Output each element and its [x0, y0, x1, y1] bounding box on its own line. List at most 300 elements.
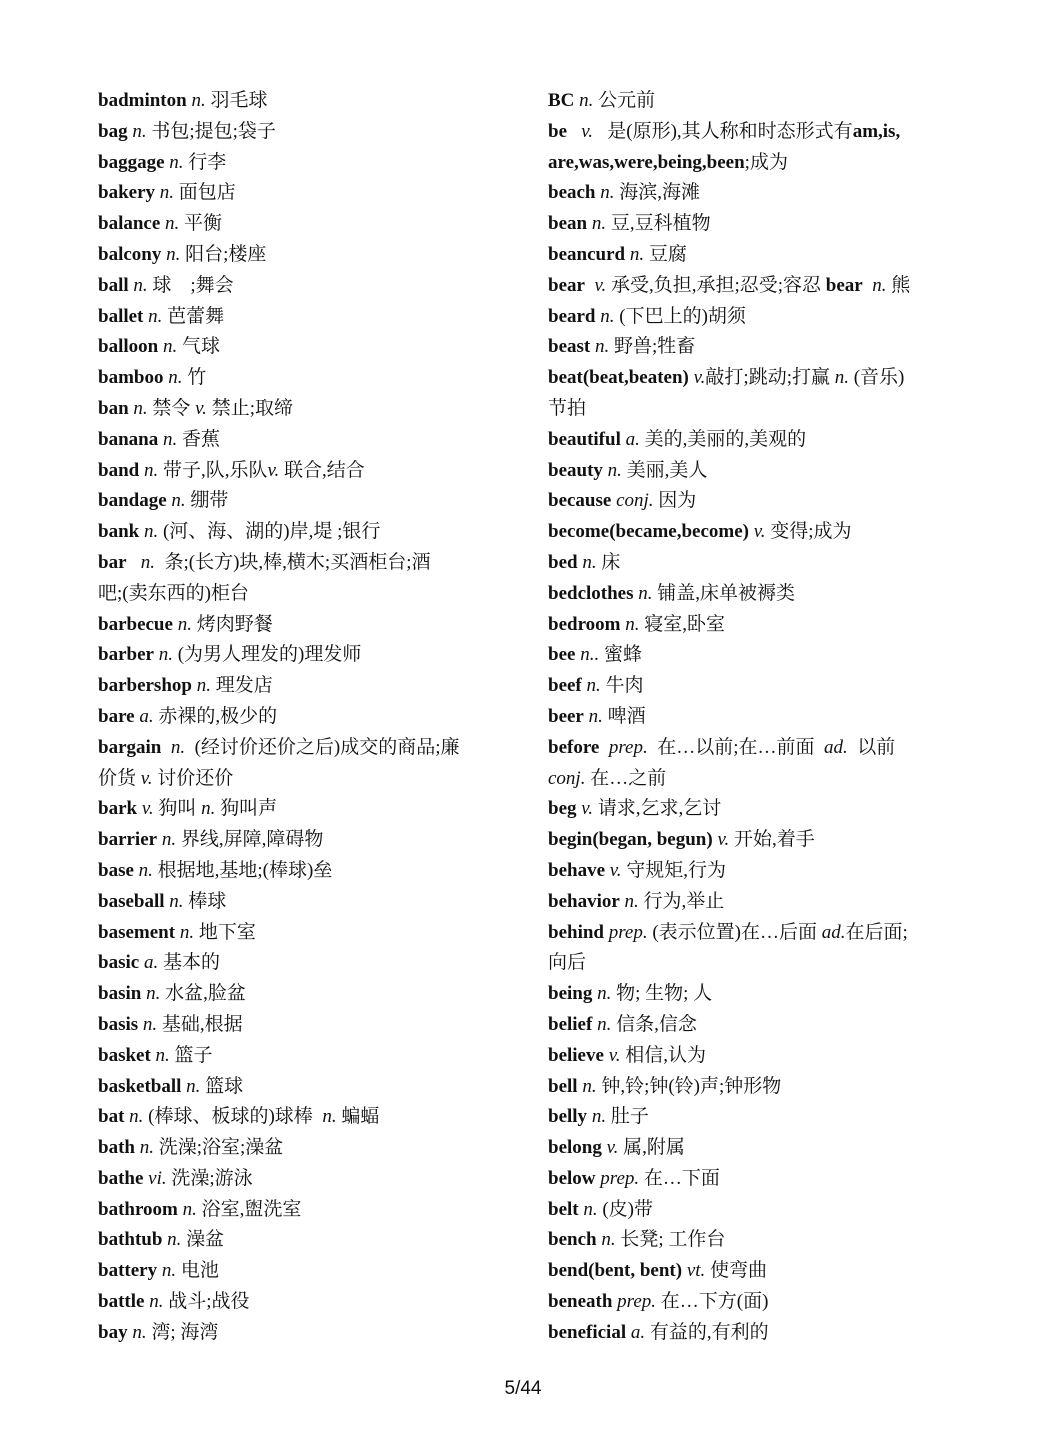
headword: bargain	[98, 736, 162, 758]
vocab-line	[98, 733, 518, 764]
headword: beautiful	[548, 428, 621, 450]
vocab-line	[98, 610, 518, 641]
part-of-speech: n.	[128, 397, 148, 419]
headword: bar	[98, 551, 127, 573]
vocab-line	[548, 825, 968, 856]
part-of-speech: n.	[162, 1229, 182, 1251]
vocab-line	[548, 979, 968, 1010]
headword: bark	[98, 798, 138, 820]
part-of-speech: v.	[688, 367, 706, 389]
vocab-line	[548, 640, 968, 671]
part-of-speech: n.	[581, 675, 601, 697]
headword: basic	[98, 952, 140, 974]
part-of-speech: n.	[127, 1321, 147, 1343]
headword: bean	[548, 213, 588, 235]
part-of-speech: v.	[576, 798, 594, 820]
headword: basin	[98, 983, 142, 1005]
part-of-speech: n.	[834, 367, 849, 389]
headword: bear	[548, 274, 585, 296]
vocab-line	[548, 363, 968, 394]
headword: beauty	[548, 459, 603, 481]
vocab-line	[98, 1164, 518, 1195]
headword: barber	[98, 644, 154, 666]
headword: battery	[98, 1260, 158, 1282]
definition: 气球	[177, 336, 220, 358]
part-of-speech: v.	[601, 1137, 619, 1159]
headword: bat	[98, 1106, 125, 1128]
part-of-speech: n.	[161, 243, 181, 265]
definition: 相信,认为	[620, 1044, 706, 1066]
headword: beach	[548, 182, 596, 204]
vocab-line	[548, 579, 968, 610]
vocab-line	[98, 1287, 518, 1318]
headword: balance	[98, 213, 161, 235]
definition: 守规矩,行为	[621, 859, 727, 881]
definition: 有益的,有利的	[645, 1321, 769, 1343]
headword: because	[548, 490, 612, 512]
definition: (表示位置)在…后面	[647, 921, 822, 943]
definition: 豆,豆科植物	[606, 213, 711, 235]
vocab-line	[98, 1318, 518, 1349]
headword: behavior	[548, 890, 620, 912]
part-of-speech: n.	[143, 305, 163, 327]
definition: 界线,屏障,障碍物	[176, 829, 324, 851]
definition: 战斗;战役	[163, 1291, 250, 1313]
headword: being	[548, 983, 593, 1005]
headword: badminton	[98, 90, 187, 111]
headword: bee	[548, 644, 576, 666]
definition: 熊	[886, 274, 911, 296]
vocab-line	[548, 302, 968, 333]
headword: belong	[548, 1137, 602, 1159]
vocab-line	[98, 302, 518, 333]
definition: (音乐)	[848, 367, 905, 389]
part-of-speech: n.	[592, 983, 612, 1005]
vocab-line	[548, 794, 968, 825]
headword: BC	[548, 90, 575, 111]
definition: 竹	[182, 367, 207, 389]
part-of-speech: prep.	[595, 1167, 640, 1189]
vocab-line	[548, 148, 968, 179]
definition: (经讨价还价之后)成交的商品;廉	[185, 736, 460, 758]
definition: 绷带	[185, 490, 229, 512]
headword: beast	[548, 336, 591, 358]
definition: 电池	[176, 1260, 219, 1282]
headword: begin(began, begun)	[548, 829, 713, 851]
definition: 蜜蜂	[599, 644, 642, 666]
part-of-speech: n.	[191, 675, 211, 697]
headword: bear	[825, 274, 863, 296]
vocab-line	[548, 1195, 968, 1226]
vocab-line	[98, 240, 518, 271]
headword: below	[548, 1167, 596, 1189]
part-of-speech: n.	[155, 182, 174, 204]
headword: bank	[98, 521, 140, 543]
part-of-speech: n.	[138, 1013, 158, 1035]
part-of-speech: a.	[620, 428, 640, 450]
part-of-speech: n.	[574, 90, 594, 111]
headword: base	[98, 859, 134, 881]
definition: 联合,结合	[279, 459, 365, 481]
definition: 在后面;	[845, 921, 908, 943]
headword: bathe	[98, 1167, 144, 1189]
definition: 在…下面	[639, 1167, 720, 1189]
part-of-speech: n.	[133, 859, 153, 881]
headword: believe	[548, 1044, 604, 1066]
definition: (为男人理发的)理发师	[172, 644, 362, 666]
headword: bakery	[98, 182, 155, 204]
definition: 向后	[548, 952, 587, 974]
vocab-line	[98, 856, 518, 887]
vocab-line	[98, 887, 518, 918]
vocab-line	[548, 117, 968, 148]
part-of-speech: v.	[605, 859, 622, 881]
definition: 信条,信念	[611, 1013, 697, 1035]
part-of-speech: n.	[602, 459, 622, 481]
vocab-line	[548, 610, 968, 641]
vocab-line	[98, 948, 518, 979]
part-of-speech: v.	[137, 798, 154, 820]
vocab-line	[548, 1102, 968, 1133]
definition: 水盆,脸盆	[160, 983, 246, 1005]
part-of-speech: ad.	[824, 736, 848, 758]
definition: 寝室,卧室	[639, 613, 725, 635]
definition: 理发店	[210, 675, 273, 697]
part-of-speech: n.	[139, 459, 159, 481]
headword: are,was,were,being,been	[548, 151, 745, 173]
headword: battle	[98, 1291, 145, 1313]
headword: bag	[98, 120, 128, 142]
vocab-line	[548, 1318, 968, 1349]
definition: (棒球、板球的)球棒	[143, 1106, 323, 1128]
vocab-line	[548, 1256, 968, 1287]
vocab-line	[98, 332, 518, 363]
headword: bay	[98, 1321, 128, 1343]
vocab-line	[548, 702, 968, 733]
vocab-line	[548, 425, 968, 456]
definition: 在…下方(面)	[656, 1291, 769, 1313]
part-of-speech: n.	[595, 305, 615, 327]
headword: bare	[98, 705, 135, 727]
vocab-line	[98, 117, 518, 148]
headword: belief	[548, 1013, 593, 1035]
part-of-speech: n.	[124, 1106, 144, 1128]
vocab-line	[548, 178, 968, 209]
part-of-speech: n.	[128, 274, 148, 296]
vocab-line	[98, 394, 518, 425]
part-of-speech: v.	[267, 459, 280, 481]
headword: before	[548, 736, 600, 758]
vocab-line	[98, 979, 518, 1010]
vocab-line	[548, 517, 968, 548]
definition: (河、海、湖的)岸,堤 ;银行	[158, 521, 381, 543]
definition: 羽毛球	[205, 90, 268, 111]
part-of-speech: n.	[201, 798, 216, 820]
part-of-speech: n.	[620, 613, 640, 635]
definition: 带子,队,乐队	[158, 459, 268, 481]
definition: 物; 生物; 人	[611, 983, 713, 1005]
definition: 湾; 海湾	[146, 1321, 219, 1343]
part-of-speech: prep.	[599, 736, 648, 758]
headword: basketball	[98, 1075, 182, 1097]
headword: become(became,become)	[548, 521, 749, 543]
vocab-line	[98, 1072, 518, 1103]
headword: barbecue	[98, 613, 173, 635]
part-of-speech: n.	[126, 551, 155, 573]
part-of-speech: n.	[625, 243, 645, 265]
headword: bedclothes	[548, 582, 634, 604]
headword: behind	[548, 921, 604, 943]
part-of-speech: a.	[139, 952, 159, 974]
definition: 平衡	[179, 213, 223, 235]
part-of-speech: a.	[626, 1321, 646, 1343]
definition: 公元前	[593, 90, 656, 111]
part-of-speech: n.	[322, 1106, 337, 1128]
headword: beg	[548, 798, 577, 820]
vocab-line	[98, 1041, 518, 1072]
definition: 啤酒	[602, 705, 646, 727]
definition: 地下室	[194, 921, 256, 943]
vocab-line	[98, 456, 518, 487]
headword: bell	[548, 1075, 578, 1097]
definition: 香蕉	[177, 428, 220, 450]
vocab-line	[98, 640, 518, 671]
vocab-line	[548, 918, 968, 949]
part-of-speech: n.	[158, 336, 178, 358]
definition: 肚子	[606, 1106, 649, 1128]
vocab-line	[548, 456, 968, 487]
headword: balloon	[98, 336, 159, 358]
part-of-speech: n.	[633, 582, 653, 604]
definition: 长凳; 工作台	[615, 1229, 726, 1251]
headword: band	[98, 459, 140, 481]
part-of-speech: n.	[127, 120, 147, 142]
vocab-line	[98, 486, 518, 517]
definition: 变得;成为	[765, 521, 852, 543]
headword: behave	[548, 859, 605, 881]
headword: bench	[548, 1229, 597, 1251]
vocab-line	[548, 764, 968, 795]
left-column	[98, 86, 518, 1349]
part-of-speech: n.	[150, 1044, 170, 1066]
vocab-line	[548, 394, 968, 425]
headword: beef	[548, 675, 582, 697]
definition: 狗叫	[153, 798, 202, 820]
part-of-speech: n.	[619, 890, 639, 912]
vocab-line	[98, 579, 518, 610]
definition: 阳台;楼座	[180, 243, 267, 265]
part-of-speech: vi.	[143, 1167, 167, 1189]
headword: bamboo	[98, 367, 164, 389]
part-of-speech: n.	[862, 274, 887, 296]
part-of-speech: n.	[153, 644, 173, 666]
part-of-speech: conj.	[611, 490, 654, 512]
vocab-line	[548, 733, 968, 764]
part-of-speech: n.	[181, 1075, 201, 1097]
definition: 赤裸的,极少的	[153, 705, 278, 727]
part-of-speech: n.	[157, 829, 177, 851]
part-of-speech: n.	[163, 367, 183, 389]
vocab-line	[98, 671, 518, 702]
part-of-speech: n.	[141, 983, 161, 1005]
part-of-speech: n.	[144, 1291, 164, 1313]
vocab-line	[548, 209, 968, 240]
part-of-speech: n.	[157, 1260, 177, 1282]
definition: 面包店	[174, 182, 236, 204]
part-of-speech: v.	[567, 120, 594, 142]
definition: 钟,铃;钟(铃)声;钟形物	[596, 1075, 782, 1097]
vocab-line	[98, 702, 518, 733]
vocab-line	[548, 1010, 968, 1041]
vocab-line	[98, 1010, 518, 1041]
definition: 美的,美丽的,美观的	[639, 428, 807, 450]
definition: 烤肉野餐	[191, 613, 273, 635]
definition: ;成为	[744, 151, 788, 173]
headword: am,is,	[852, 120, 901, 142]
part-of-speech: n.	[595, 182, 615, 204]
headword: beard	[548, 305, 596, 327]
definition: 蝙蝠	[336, 1106, 380, 1128]
definition: 以前	[847, 736, 896, 758]
part-of-speech: n.	[177, 1198, 197, 1220]
headword: basement	[98, 921, 176, 943]
vocab-line	[548, 671, 968, 702]
definition: 基础,根据	[157, 1013, 243, 1035]
definition: 价货	[98, 767, 141, 789]
definition: 请求,乞求,乞讨	[593, 798, 722, 820]
headword: basis	[98, 1013, 139, 1035]
definition: 篮子	[169, 1044, 213, 1066]
headword: bath	[98, 1137, 135, 1159]
definition: 禁止;取缔	[206, 397, 293, 419]
definition: 在…之前	[585, 767, 667, 789]
headword: beancurd	[548, 243, 626, 265]
vocab-line	[98, 425, 518, 456]
vocab-line	[548, 948, 968, 979]
vocab-line	[548, 486, 968, 517]
part-of-speech: n.	[164, 890, 184, 912]
definition: 狗叫声	[215, 798, 278, 820]
part-of-speech: v.	[584, 274, 607, 296]
vocab-line	[98, 1102, 518, 1133]
definition: 因为	[653, 490, 697, 512]
vocab-line	[98, 363, 518, 394]
vocab-line	[98, 548, 518, 579]
vocab-line	[548, 1287, 968, 1318]
definition: 节拍	[548, 397, 587, 419]
headword: belly	[548, 1106, 588, 1128]
definition: 美丽,美人	[621, 459, 708, 481]
definition: 浴室,盥洗室	[196, 1198, 302, 1220]
definition: 豆腐	[644, 243, 687, 265]
part-of-speech: n.	[186, 90, 206, 111]
definition: 床	[596, 551, 621, 573]
definition: 洗澡;浴室;澡盆	[153, 1137, 284, 1159]
headword: balcony	[98, 243, 162, 265]
definition: 铺盖,床单被褥类	[652, 582, 796, 604]
vocab-line	[548, 240, 968, 271]
headword: bend(bent, bent)	[548, 1260, 683, 1282]
definition: 野兽;牲畜	[609, 336, 696, 358]
headword: barrier	[98, 829, 158, 851]
headword: ball	[98, 274, 129, 296]
vocab-line	[548, 1164, 968, 1195]
vocab-line	[98, 1225, 518, 1256]
headword: banana	[98, 428, 159, 450]
definition: 条;(长方)块,棒,横木;买酒柜台;酒	[155, 551, 431, 573]
definition: 在…以前;在…前面	[647, 736, 825, 758]
part-of-speech: n.	[158, 428, 178, 450]
headword: beer	[548, 705, 584, 727]
definition: 吧;(卖东西的)柜台	[98, 582, 249, 604]
vocab-line	[98, 825, 518, 856]
headword: baggage	[98, 151, 165, 173]
part-of-speech: n.	[164, 151, 184, 173]
vocab-line	[548, 86, 968, 117]
page-indicator: 5/44	[504, 1378, 542, 1399]
definition: 书包;提包;袋子	[146, 120, 276, 142]
part-of-speech: a.	[134, 705, 154, 727]
headword: bathtub	[98, 1229, 163, 1251]
part-of-speech: v.	[195, 397, 207, 419]
part-of-speech: n.	[160, 213, 180, 235]
part-of-speech: n..	[575, 644, 600, 666]
vocab-line	[98, 1133, 518, 1164]
part-of-speech: ad.	[821, 921, 846, 943]
part-of-speech: n.	[596, 1229, 616, 1251]
part-of-speech: v.	[140, 767, 153, 789]
definition: 讨价还价	[152, 767, 234, 789]
headword: baseball	[98, 890, 165, 912]
vocab-line	[98, 517, 518, 548]
vocab-line	[98, 1256, 518, 1287]
definition: 牛肉	[600, 675, 644, 697]
definition: 芭蕾舞	[162, 305, 225, 327]
definition: 球 ;舞会	[147, 274, 234, 296]
headword: bathroom	[98, 1198, 178, 1220]
vocab-line	[548, 548, 968, 579]
part-of-speech: v.	[603, 1044, 621, 1066]
vocab-line	[548, 1072, 968, 1103]
vocab-line	[98, 178, 518, 209]
vocab-line	[548, 1041, 968, 1072]
definition: 开始,着手	[729, 829, 815, 851]
vocab-line	[98, 1195, 518, 1226]
definition: 是(原形),其人称和时态形式有	[593, 120, 853, 142]
part-of-speech: n.	[587, 213, 607, 235]
headword: bandage	[98, 490, 167, 512]
vocab-line	[98, 764, 518, 795]
part-of-speech: n.	[139, 521, 159, 543]
part-of-speech: n.	[161, 736, 186, 758]
definition: 篮球	[200, 1075, 244, 1097]
definition: 属,附属	[618, 1137, 685, 1159]
vocab-line	[98, 794, 518, 825]
vocab-line	[98, 271, 518, 302]
definition: (下巴上的)胡须	[614, 305, 746, 327]
headword: beat(beat,beaten)	[548, 367, 689, 389]
part-of-speech: prep.	[612, 1291, 657, 1313]
part-of-speech: n.	[134, 1137, 154, 1159]
headword: basket	[98, 1044, 151, 1066]
part-of-speech: n.	[577, 1075, 597, 1097]
vocab-line	[548, 271, 968, 302]
vocab-line	[548, 1225, 968, 1256]
part-of-speech: v.	[712, 829, 730, 851]
part-of-speech: n.	[175, 921, 195, 943]
part-of-speech: prep.	[603, 921, 648, 943]
right-column	[548, 86, 968, 1349]
